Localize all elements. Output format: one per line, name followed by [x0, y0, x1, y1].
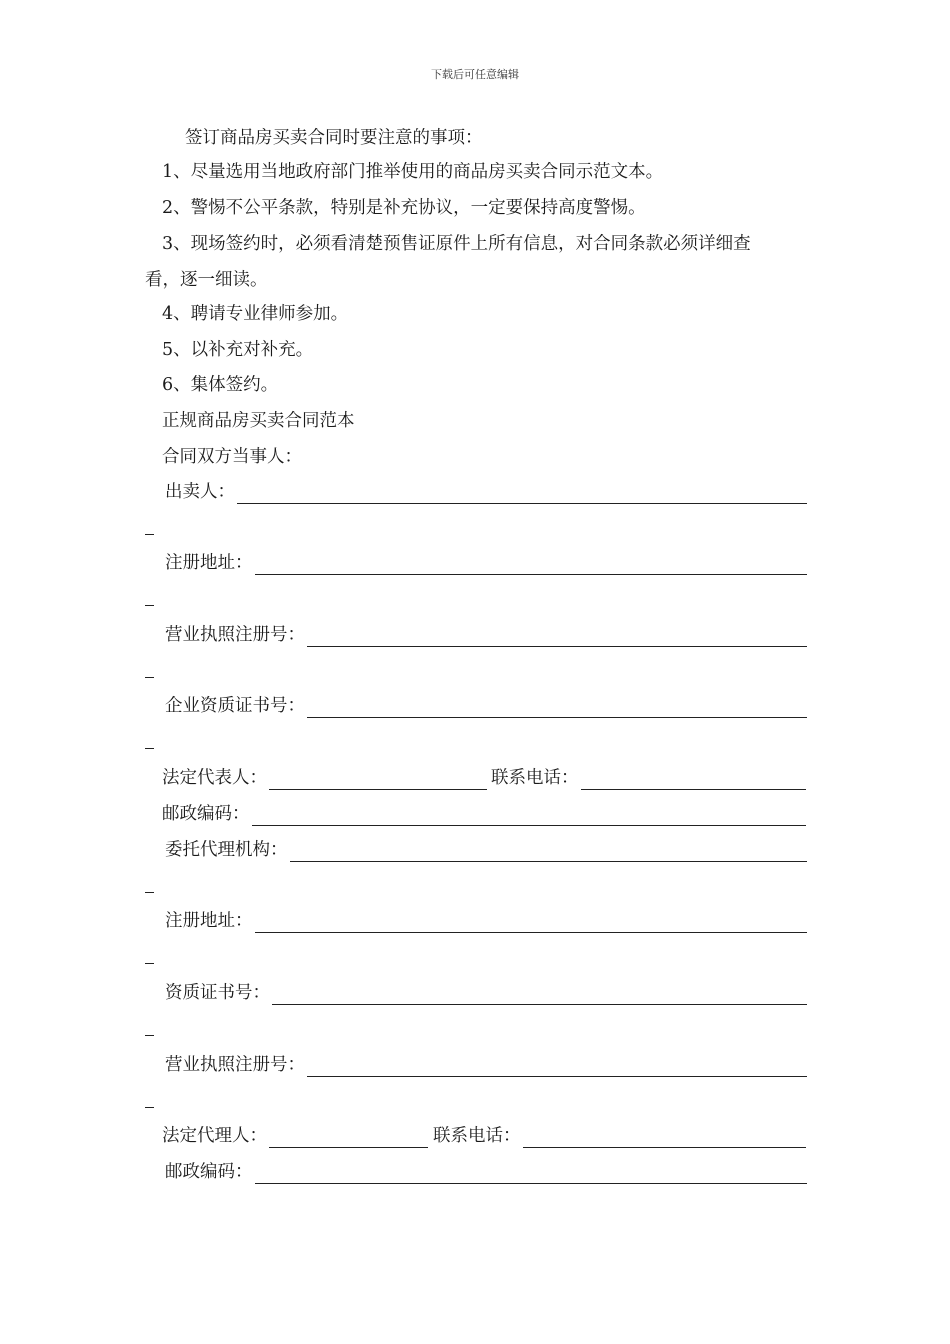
reg-address-blank[interactable]	[255, 556, 808, 575]
note-3: 3、现场签约时，必须看清楚预售证原件上所有信息，对合同条款必须详细查	[162, 234, 751, 254]
agency-label: 委托代理机构：	[165, 840, 288, 860]
agency-address-blank[interactable]	[255, 914, 808, 933]
phone-label: 联系电话：	[491, 768, 579, 788]
postcode-label: 邮政编码：	[162, 804, 250, 824]
agency-qualification-label: 资质证书号：	[165, 983, 270, 1003]
agency-field[interactable]	[165, 838, 807, 862]
parties-heading: 合同双方当事人：	[162, 447, 302, 467]
qualification-no-field[interactable]	[165, 694, 807, 718]
agent-phone-blank[interactable]	[523, 1129, 807, 1148]
seller-field[interactable]	[165, 480, 807, 504]
wrap-dash	[145, 677, 154, 678]
agency-qualification-blank[interactable]	[272, 986, 807, 1005]
reg-address-field[interactable]	[165, 551, 807, 575]
legal-agent-label: 法定代理人：	[162, 1126, 267, 1146]
legal-agent-field[interactable]	[162, 1124, 428, 1148]
note-1: 1、尽量选用当地政府部门推举使用的商品房买卖合同示范文本。	[162, 162, 664, 182]
wrap-dash	[145, 963, 154, 964]
note-2: 2、警惕不公平条款，特别是补充协议，一定要保持高度警惕。	[162, 198, 646, 218]
note-3-cont: 看，逐一细读。	[145, 270, 268, 290]
license-no-blank[interactable]	[307, 628, 807, 647]
wrap-dash	[145, 605, 154, 606]
postcode-field[interactable]	[162, 802, 806, 826]
phone-blank[interactable]	[581, 771, 807, 790]
agent-postcode-label: 邮政编码：	[165, 1162, 253, 1182]
agency-qualification-field[interactable]	[165, 981, 807, 1005]
agency-license-label: 营业执照注册号：	[165, 1055, 305, 1075]
seller-label: 出卖人：	[165, 482, 235, 502]
note-6: 6、集体签约。	[162, 375, 279, 395]
reg-address-label: 注册地址：	[165, 553, 253, 573]
qualification-no-label: 企业资质证书号：	[165, 696, 305, 716]
legal-rep-field[interactable]	[162, 766, 487, 790]
postcode-blank[interactable]	[252, 807, 807, 826]
agency-license-field[interactable]	[165, 1053, 807, 1077]
agent-postcode-field[interactable]	[165, 1160, 807, 1184]
wrap-dash	[145, 1107, 154, 1108]
phone-field[interactable]	[491, 766, 806, 790]
wrap-dash	[145, 534, 154, 535]
page-header: 下载后可任意编辑	[431, 68, 519, 81]
agency-address-label: 注册地址：	[165, 911, 253, 931]
intro-title: 签订商品房买卖合同时要注意的事项：	[185, 128, 483, 148]
agency-address-field[interactable]	[165, 909, 807, 933]
template-title: 正规商品房买卖合同范本	[162, 411, 355, 431]
agency-license-blank[interactable]	[307, 1058, 807, 1077]
agent-postcode-blank[interactable]	[255, 1165, 808, 1184]
note-5: 5、以补充对补充。	[162, 340, 314, 360]
legal-agent-blank[interactable]	[269, 1129, 428, 1148]
license-no-label: 营业执照注册号：	[165, 625, 305, 645]
license-no-field[interactable]	[165, 623, 807, 647]
legal-rep-label: 法定代表人：	[162, 768, 267, 788]
agency-blank[interactable]	[290, 843, 808, 862]
wrap-dash	[145, 748, 154, 749]
seller-blank[interactable]	[237, 485, 807, 504]
agent-phone-field[interactable]	[433, 1124, 806, 1148]
wrap-dash	[145, 892, 154, 893]
note-4: 4、聘请专业律师参加。	[162, 304, 349, 324]
legal-rep-blank[interactable]	[269, 771, 487, 790]
qualification-no-blank[interactable]	[307, 699, 807, 718]
wrap-dash	[145, 1035, 154, 1036]
agent-phone-label: 联系电话：	[433, 1126, 521, 1146]
